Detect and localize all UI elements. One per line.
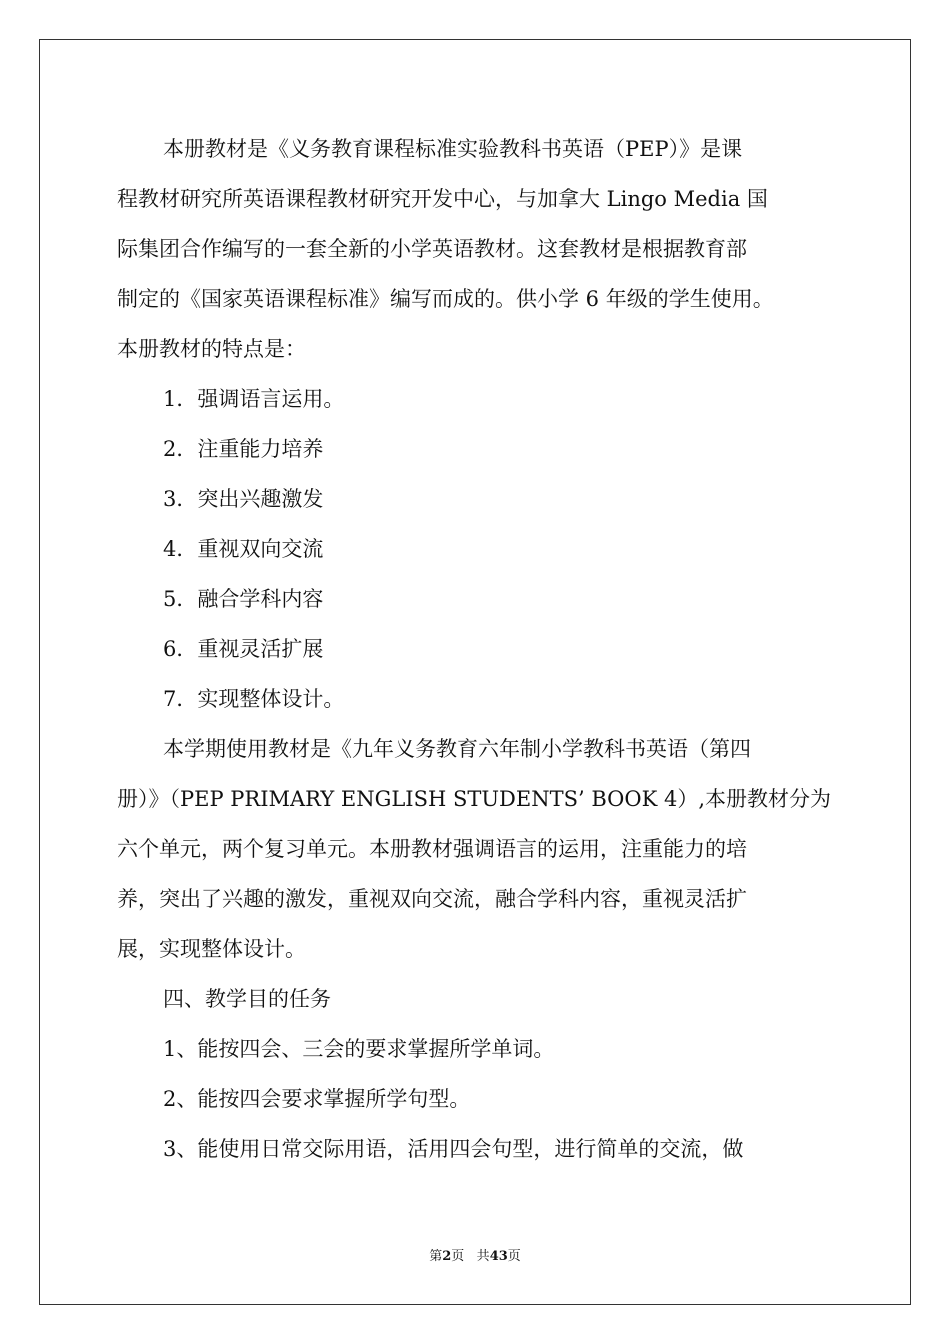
list-item: 4．重视双向交流 — [163, 537, 324, 561]
total-prefix: 共 — [476, 1249, 490, 1264]
paragraph-line: 本学期使用教材是《九年义务教育六年制小学教科书英语（第四 — [163, 737, 751, 761]
page-footer — [0, 1245, 950, 1264]
list-item: 1、能按四会、三会的要求掌握所学单词。 — [163, 1037, 555, 1061]
list-item: 6．重视灵活扩展 — [163, 637, 324, 661]
paragraph-line: 制定的《国家英语课程标准》编写而成的。供小学 6 年级的学生使用。 — [117, 287, 774, 311]
paragraph-line: 六个单元，两个复习单元。本册教材强调语言的运用，注重能力的培 — [117, 837, 747, 861]
paragraph-line: 册）》（PEP PRIMARY ENGLISH STUDENTS’ BOOK 4）,本册教材分为 — [117, 787, 831, 811]
list-item: 2、能按四会要求掌握所学句型。 — [163, 1087, 471, 1111]
list-item: 3．突出兴趣激发 — [163, 487, 324, 511]
page-number: 2 — [442, 1249, 452, 1264]
section-heading: 四、教学目的任务 — [163, 987, 331, 1011]
document-body — [117, 124, 835, 1174]
total-suffix: 页 — [507, 1249, 521, 1264]
page-suffix: 页 — [451, 1249, 465, 1264]
paragraph-line: 际集团合作编写的一套全新的小学英语教材。这套教材是根据教育部 — [117, 237, 747, 261]
paragraph-line: 程教材研究所英语课程教材研究开发中心，与加拿大 Lingo Media 国 — [117, 187, 768, 211]
paragraph-line: 展，实现整体设计。 — [117, 937, 306, 961]
list-item: 1．强调语言运用。 — [163, 387, 345, 411]
paragraph-line: 养，突出了兴趣的激发，重视双向交流，融合学科内容，重视灵活扩 — [117, 887, 747, 911]
list-item: 7．实现整体设计。 — [163, 687, 345, 711]
page-prefix: 第 — [429, 1249, 443, 1264]
total-pages: 43 — [489, 1249, 508, 1264]
list-item: 5．融合学科内容 — [163, 587, 324, 611]
paragraph-line: 本册教材是《义务教育课程标准实验教科书英语（PEP）》是课 — [163, 137, 743, 161]
paragraph-line: 本册教材的特点是： — [117, 337, 306, 361]
list-item: 2．注重能力培养 — [163, 437, 324, 461]
list-item: 3、能使用日常交际用语，活用四会句型，进行简单的交流，做 — [163, 1137, 744, 1161]
